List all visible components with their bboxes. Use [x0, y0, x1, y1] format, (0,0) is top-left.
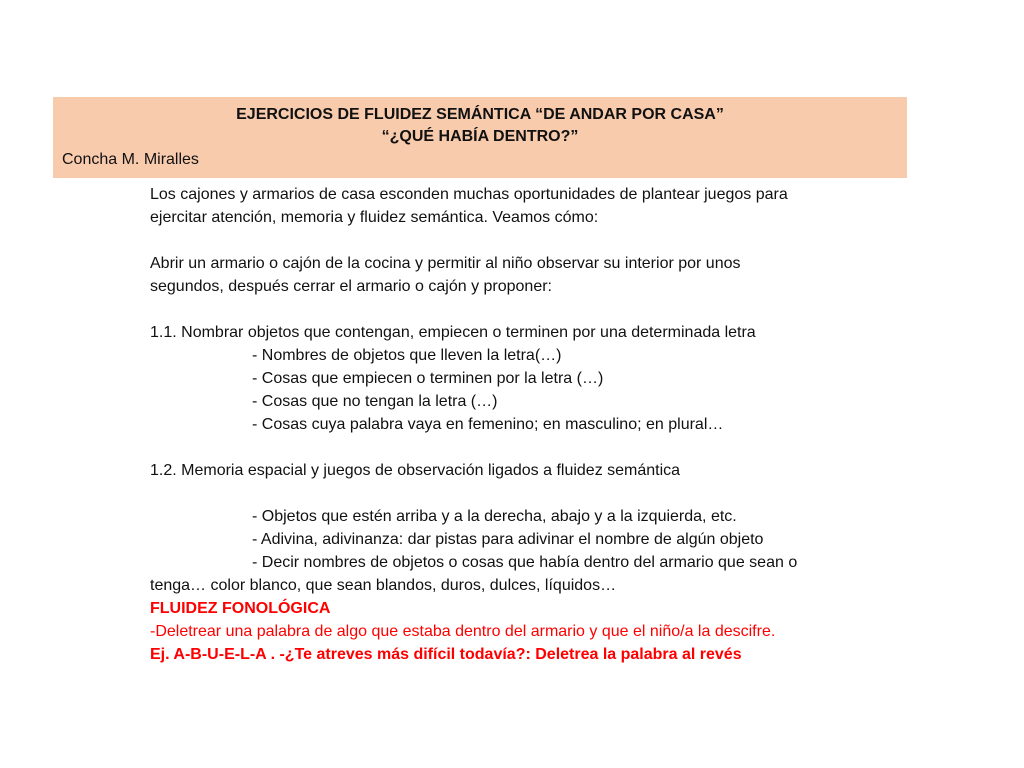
author-name: Concha M. Miralles: [62, 151, 199, 168]
instructions-line-2: segundos, después cerrar el armario o cajón y proponer:: [150, 278, 552, 295]
section-2-item: - Objetos que estén arriba y a la derecha, abajo y a la izquierda, etc.: [252, 508, 737, 525]
page-subtitle: “¿QUÉ HABÍA DENTRO?”: [381, 128, 579, 145]
header-banner: [53, 97, 907, 178]
instructions-line-1: Abrir un armario o cajón de la cocina y permitir al niño observar su interior por unos: [150, 255, 741, 272]
document-body: [150, 183, 870, 666]
section-2-heading: 1.2. Memoria espacial y juegos de observación ligados a fluidez semántica: [150, 462, 681, 479]
intro-line-2: ejercitar atención, memoria y fluidez semántica. Veamos cómo:: [150, 209, 599, 226]
section-1-item: - Nombres de objetos que lleven la letra(…): [252, 347, 562, 364]
intro-line-1: Los cajones y armarios de casa esconden muchas oportunidades de plantear juegos para: [150, 186, 788, 203]
section-2-item: - Decir nombres de objetos o cosas que había dentro del armario que sean o: [252, 554, 798, 571]
section-1-item: - Cosas cuya palabra vaya en femenino; en masculino; en plural…: [252, 416, 724, 433]
spacer: [150, 482, 870, 505]
spacer: [150, 436, 870, 459]
phonological-heading: FLUIDEZ FONOLÓGICA: [150, 600, 331, 617]
section-1-item: - Cosas que empiecen o terminen por la letra (…): [252, 370, 604, 387]
section-2-continuation: tenga… color blanco, que sean blandos, duros, dulces, líquidos…: [150, 577, 617, 594]
page-title: EJERCICIOS DE FLUIDEZ SEMÁNTICA “DE ANDAR POR CASA”: [236, 106, 724, 123]
spacer: [150, 298, 870, 321]
phonological-line-1: -Deletrear una palabra de algo que estaba dentro del armario y que el niño/a la descifre.: [150, 623, 776, 640]
section-1-item: - Cosas que no tengan la letra (…): [252, 393, 498, 410]
spacer: [150, 229, 870, 252]
phonological-line-2: Ej. A-B-U-E-L-A . -¿Te atreves más difícil todavía?: Deletrea la palabra al revés: [150, 646, 742, 663]
section-1-heading: 1.1. Nombrar objetos que contengan, empiecen o terminen por una determinada letra: [150, 324, 756, 341]
section-2-item: - Adivina, adivinanza: dar pistas para adivinar el nombre de algún objeto: [252, 531, 764, 548]
